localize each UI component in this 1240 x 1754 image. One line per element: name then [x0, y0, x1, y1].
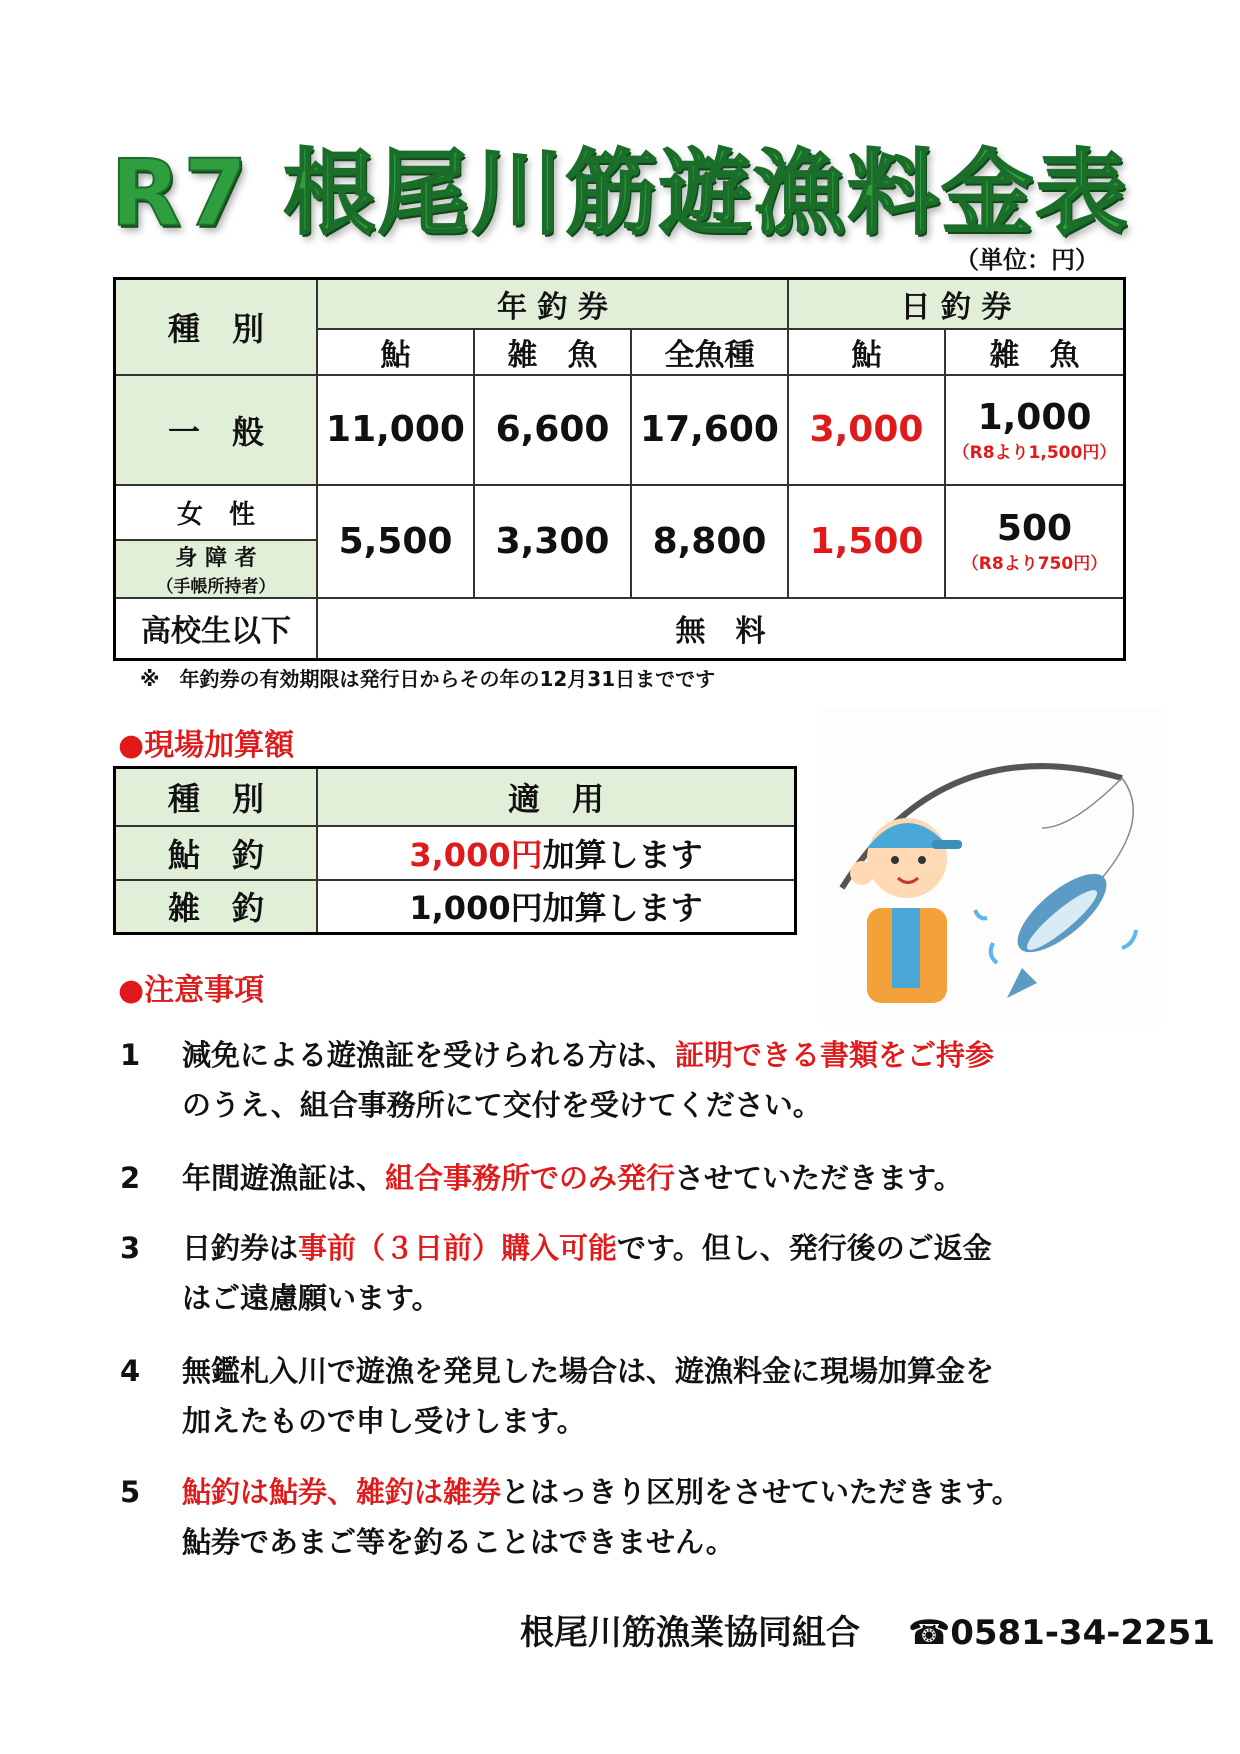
surcharge-type-header: 種 別: [115, 768, 318, 826]
note-text: 日釣券は: [182, 1231, 299, 1265]
note-highlight: 組合事務所でのみ発行: [385, 1161, 676, 1195]
note-text: 無鑑札入川で遊漁を発見した場合は、遊漁料金に現場加算金を: [182, 1354, 995, 1388]
unit-label: （単位：円）: [955, 246, 1099, 274]
fee-note: （R8より750円）: [961, 554, 1108, 574]
surcharge-amount: 1,000円: [409, 889, 543, 928]
note-line2: はご遠慮願います。: [182, 1281, 441, 1315]
col-header: 雑 魚: [474, 329, 631, 375]
note-line2: 加えたもので申し受けします。: [182, 1404, 586, 1438]
note-text: 年間遊漁証は、: [182, 1161, 386, 1195]
organization-name: 根尾川筋漁業協同組合: [520, 1613, 860, 1653]
note-text-tail: です。但し、発行後のご返金: [617, 1231, 992, 1265]
organization-footer: [520, 1605, 1215, 1654]
boy-hand: [850, 861, 874, 885]
boy-eye: [891, 856, 899, 864]
annual-header: 年 釣 券: [317, 279, 788, 329]
cap-brim: [932, 840, 962, 849]
fee-cell: 3,000: [788, 375, 945, 485]
row-label-youth: 高校生以下: [115, 598, 318, 660]
surcharge-row-value: [317, 826, 796, 880]
surcharge-row-label: 雑 釣: [115, 880, 318, 934]
note-highlight: 証明できる書類をご持参: [675, 1038, 995, 1072]
row-label-women: 女 性: [115, 485, 318, 540]
surcharge-suffix: 加算します: [542, 835, 703, 874]
surcharge-row-label: 鮎 釣: [115, 826, 318, 880]
note-text-tail: させていただきます。: [675, 1161, 963, 1195]
surcharge-apply-header: 適 用: [317, 768, 796, 826]
col-header: 鮎: [317, 329, 474, 375]
note-number: 1: [120, 1038, 141, 1072]
surcharge-row-value: [317, 880, 796, 934]
boy-eye: [918, 856, 926, 864]
note-text: 減免による遊漁証を受けられる方は、: [182, 1038, 676, 1072]
note-number: 3: [120, 1231, 141, 1265]
note-highlight: 鮎釣は鮎券、雑釣は雑券: [182, 1475, 502, 1509]
boy-shirt: [892, 908, 920, 988]
fee-table: [113, 277, 1126, 661]
row-label-text: 身 障 者: [175, 545, 257, 571]
fee-value: 500: [996, 508, 1073, 549]
col-header: 雑 魚: [945, 329, 1125, 375]
fee-note: （R8より1,500円）: [952, 442, 1117, 463]
note-line2: 鮎券であまご等を釣ることはできません。: [182, 1525, 735, 1559]
fee-cell: 11,000: [317, 375, 474, 485]
validity-footnote: ※ 年釣券の有効期限は発行日からその年の12月31日までです: [140, 667, 716, 691]
row-label-sub: （手帳所持者）: [156, 576, 276, 597]
fee-cell: 5,500: [317, 485, 474, 598]
phone-number: ☎0581-34-2251: [907, 1613, 1215, 1653]
surcharge-table: [113, 766, 797, 935]
note-number: 5: [120, 1475, 141, 1509]
fee-cell-with-note: [945, 485, 1125, 598]
note-item-2: [120, 1153, 963, 1203]
fee-cell: 8,800: [631, 485, 788, 598]
fee-cell: 1,500: [788, 485, 945, 598]
fee-cell: 3,300: [474, 485, 631, 598]
notes-heading: ●注意事項: [118, 973, 265, 1008]
fishing-line: [1042, 778, 1122, 828]
row-label-general: 一 般: [115, 375, 318, 485]
type-header: 種 別: [115, 279, 318, 375]
surcharge-suffix: 加算します: [542, 889, 703, 928]
surcharge-heading: ●現場加算額: [118, 728, 295, 763]
fish-tail: [1007, 968, 1037, 998]
col-header: 鮎: [788, 329, 945, 375]
note-item-5: [120, 1467, 1021, 1567]
note-item-4: [120, 1346, 994, 1446]
fee-cell: 6,600: [474, 375, 631, 485]
page-title: R7 根尾川筋遊漁料金表: [110, 140, 1130, 247]
surcharge-amount: 3,000円: [409, 835, 543, 874]
col-header: 全魚種: [631, 329, 788, 375]
fishing-illustration-svg: [822, 708, 1162, 1026]
note-number: 2: [120, 1161, 141, 1195]
note-text-tail: とはっきり区別をさせていただきます。: [501, 1475, 1021, 1509]
youth-free-cell: 無 料: [317, 598, 1125, 660]
note-highlight: 事前（３日前）購入可能: [298, 1231, 618, 1265]
fee-value: 1,000: [977, 396, 1092, 438]
note-item-1: [120, 1030, 994, 1130]
note-line2: のうえ、組合事務所にて交付を受けてください。: [182, 1088, 822, 1122]
fee-cell-with-note: [945, 375, 1125, 485]
note-number: 4: [120, 1354, 141, 1388]
fishing-boy-illustration: [822, 708, 1162, 1026]
row-label-disabled: [115, 540, 318, 598]
fee-cell: 17,600: [631, 375, 788, 485]
note-item-3: [120, 1223, 992, 1323]
daily-header: 日 釣 券: [788, 279, 1125, 329]
